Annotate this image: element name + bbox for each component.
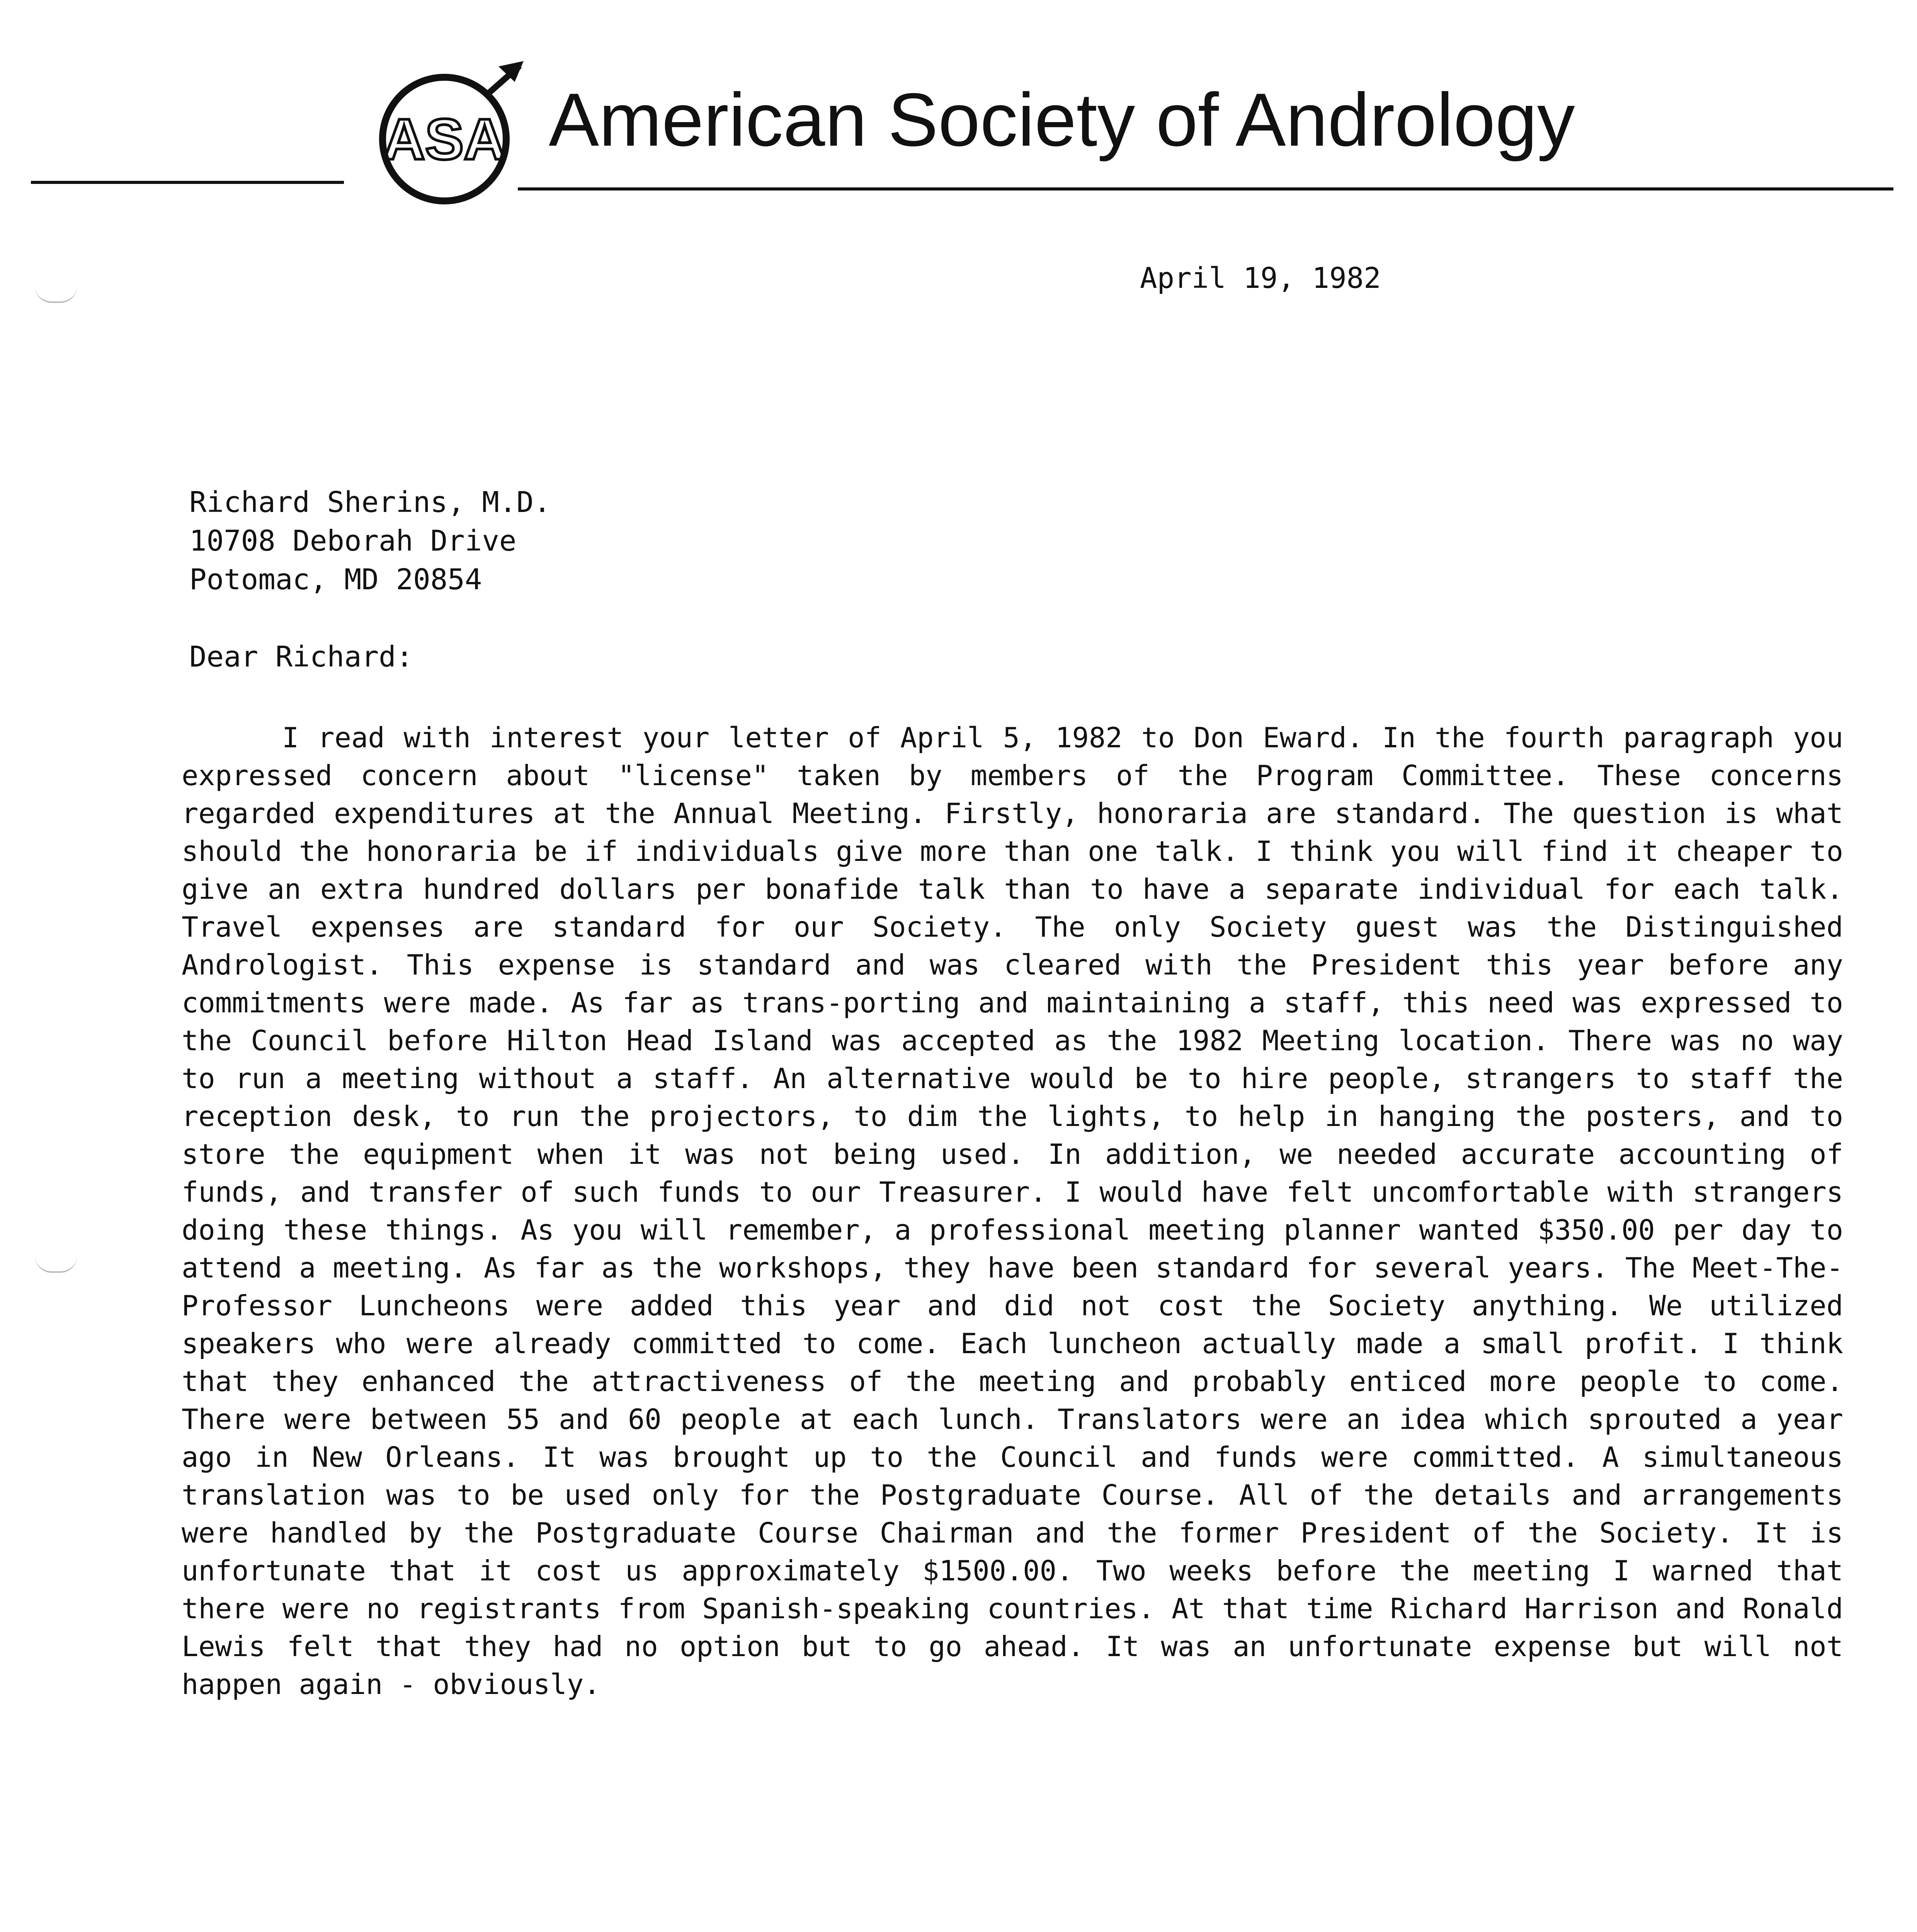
punch-mark [35, 286, 77, 303]
body-paragraph: I read with interest your letter of April 5, 1982 to Don Eward. In the fourth paragraph you expressed concern about "license" taken by members of the Program Committee. These concerns regarded expenditures at the Annual Meeting. Firstly, honoraria are standard. The question is what should the honoraria be if individuals give more than one talk. I think you will find it cheaper to give an extra hundred dollars per bonafide talk than to have a separate individual for each talk. Travel expenses are standard for our Society. The only Society guest was the Distinguished Andrologist. This expense is standard and was cleared with the President this year before any commitments were made. As far as trans-porting and maintaining a staff, this need was expressed to the Council before Hilton Head Island was accepted as the 1982 Meeting location. There was no way to run a meeting without a staff. An alternative would be to hire people, strangers to staff the reception desk, to run the projectors, to dim the lights, to help in hanging the posters, and to store the equipment when it was not being used. In addition, we needed accurate accounting of funds, and transfer of such funds to our Treasurer. I would have felt uncomfortable with strangers doing these things. As you will remember, a professional meeting planner wanted $350.00 per day to attend a meeting. As far as the workshops, they have been standard for several years. The Meet-The-Professor Luncheons were added this year and did not cost the Society anything. We utilized speakers who were already committed to come. Each luncheon actually made a small profit. I think that they enhanced the attractiveness of the meeting and probably enticed more people to come. There were between 55 and 60 people at each lunch. Translators were an idea which sprouted a year ago in New Orleans. It was brought up to the Council and funds were committed. A simultaneous translation was to be used only for the Postgraduate Course. All of the details and arrangements were handled by the Postgraduate Course Chairman and the former President of the Society. It is unfortunate that it cost us approximately $1500.00. Two weeks before the meeting I warned that there were no registrants from Spanish-speaking countries. At that time Richard Harrison and Ronald Lewis felt that they had no option but to go ahead. It was an unfortunate expense but will not happen again - obviously. [182, 721, 1843, 1701]
logo-text: ASA [383, 107, 506, 172]
recipient-street: 10708 Deborah Drive [189, 524, 517, 558]
organization-name: American Society of Andrology [549, 78, 1575, 162]
recipient-address [189, 483, 551, 599]
recipient-city: Potomac, MD 20854 [189, 563, 482, 596]
asa-logo [371, 58, 526, 205]
letterhead-rule [518, 187, 1893, 190]
letter-date: April 19, 1982 [1140, 262, 1381, 295]
letterhead-rule [31, 181, 344, 184]
punch-mark [35, 1256, 77, 1273]
salutation: Dear Richard: [189, 640, 413, 673]
recipient-name: Richard Sherins, M.D. [189, 486, 551, 519]
